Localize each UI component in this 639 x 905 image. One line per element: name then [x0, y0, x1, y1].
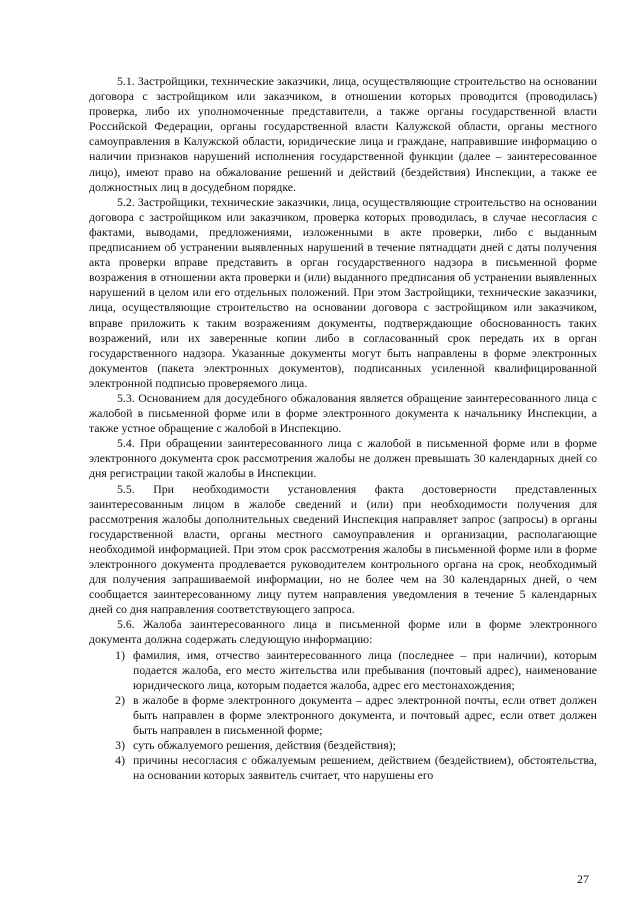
list-item — [89, 753, 597, 783]
list-item-text: в жалобе в форме электронного документа – адрес электронной почты, если ответ должен быть направлен в форме электронного документа, и почтовый адрес, если ответ должен быть направлен в письменной форме; — [133, 692, 597, 738]
list-item-number: 4) — [115, 753, 125, 768]
paragraph-5-4: 5.4. При обращении заинтересованного лица с жалобой в письменной форме или в форме электронного документа срок рассмотрения жалобы не должен превышать 30 календарных дней со дня регистрации такой жалобы в Инспекции. — [89, 436, 597, 481]
requirements-list — [89, 648, 597, 784]
list-item-text: фамилия, имя, отчество заинтересованного лица (последнее – при наличии), которым подается жалоба, его место жительства или пребывания (почтовый адрес), наименование юридического лица, которым подается жалоба, адрес его местонахождения; — [133, 647, 597, 692]
paragraph-5-2: 5.2. Застройщики, технические заказчики, лица, осуществляющие строительство на основании договора с застройщиком или заказчиком, проверка которых проводилась, в случае несогласия с фактами, выводами, предложениями, изложенными в акте проверки, либо с выданным предписанием об устранении выявленных нарушений в течение пятнадцати дней с даты получения акта проверки вправе представить в орган государственного надзора в письменной форме возражения в отношении акта проверки и (или) выданного предписания об устранении выявленных нарушений в целом или его отдельных положений. При этом Застройщики, технические заказчики, лица, осуществляющие строительство на основании договора с застройщиком или заказчиком, вправе приложить к таким возражениям документы, подтверждающие обоснованность таких возражений, или их заверенные копии либо в согласованный срок передать их в орган государственного надзора. Указанные документы могут быть направлены в форме электронных документов (пакета электронных документов), подписанных усиленной квалифицированной электронной подписью проверяемого лица. — [89, 194, 597, 390]
list-item — [89, 648, 597, 693]
paragraph-5-6: 5.6. Жалоба заинтересованного лица в письменной форме или в форме электронного документа должна содержать следующую информацию: — [89, 617, 597, 647]
paragraph-5-3: 5.3. Основанием для досудебного обжалования является обращение заинтересованного лица с жалобой в письменной форме или в форме электронного документа к начальнику Инспекции, а также устное обращение с жалобой в Инспекцию. — [89, 390, 597, 436]
list-item-text: причины несогласия с обжалуемым решением, действием (бездействием), обстоятельства, на основании которых заявитель считает, что нарушены его — [133, 753, 597, 783]
list-item — [89, 738, 597, 753]
list-item-number: 1) — [115, 647, 125, 662]
page-number: 27 — [577, 872, 589, 886]
paragraph-5-1: 5.1. Застройщики, технические заказчики, лица, осуществляющие строительство на основании договора с застройщиком или заказчиком, в отношении которых проводится (проводилась) проверка, либо их уполномоченные представители, а также органы государственной власти Российской Федерации, органы государственной власти Калужской области, органы местного самоуправления в Калужской области, юридические лица и граждане, направившие информацию о наличии признаков нарушений исполнения государственной функции (далее – заинтересованное лицо), имеют право на обжалование решений и действий (бездействия) Инспекции, а также ее должностных лиц в досудебном порядке. — [89, 74, 597, 194]
list-item — [89, 693, 597, 738]
list-item-number: 2) — [115, 692, 125, 707]
paragraph-5-5: 5.5. При необходимости установления факта достоверности представленных заинтересованным лицом в жалобе сведений и (или) при необходимости получения для рассмотрения жалобы дополнительных сведений Инспекция направляет запрос (запросы) в органы государственной власти, органы местного самоуправления и организации, располагающие необходимой информацией. При этом срок рассмотрения жалобы в письменной форме или в форме электронного документа продлевается руководителем контрольного органа на срок, необходимый для получения запрашиваемой информации, но не более чем на 30 календарных дней, о чем сообщается заинтересованному лицу путем направления уведомления в течение 5 календарных дней со дня направления соответствующего запроса. — [89, 481, 597, 617]
list-item-number: 3) — [115, 738, 125, 753]
document-body — [89, 74, 597, 783]
list-item-text: суть обжалуемого решения, действия (бездействия); — [133, 738, 396, 753]
